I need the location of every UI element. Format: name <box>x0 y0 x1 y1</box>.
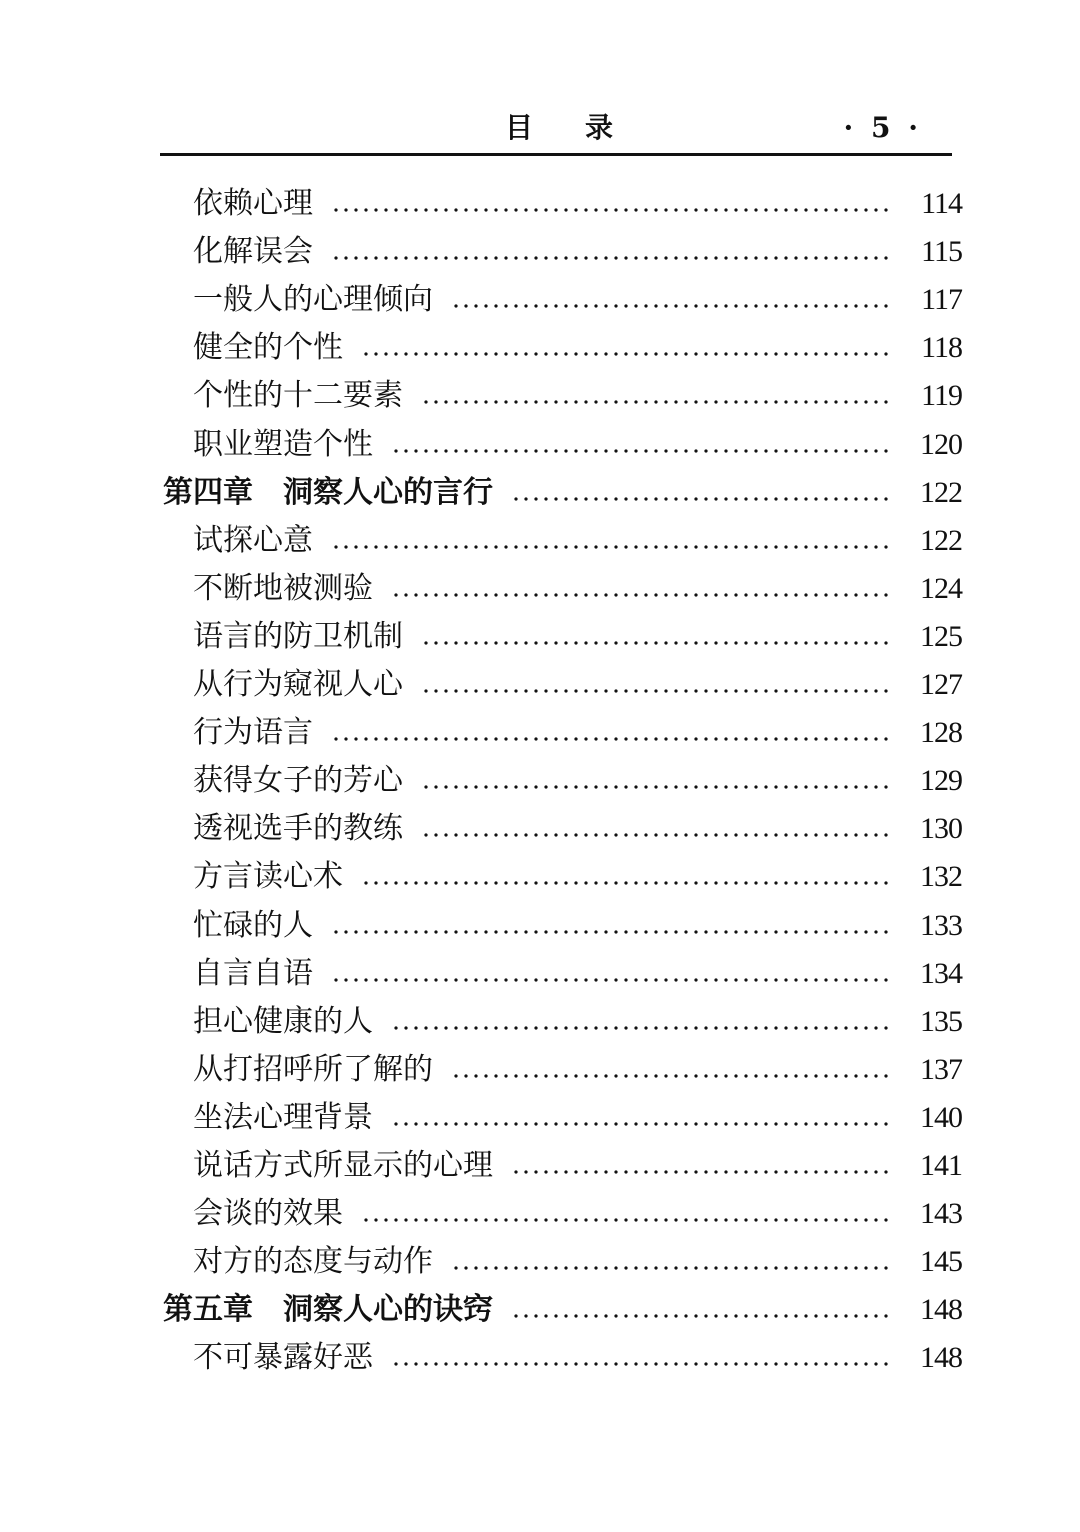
running-header <box>160 108 952 148</box>
toc-chapter-label: 第四章 洞察人心的言行 <box>163 474 493 510</box>
toc-entry-label: 不断地被测验 <box>193 570 373 606</box>
toc-entry-page: 119 <box>921 379 962 413</box>
toc-entry[interactable] <box>193 853 962 901</box>
toc-entry-page: 148 <box>920 1293 962 1327</box>
toc-leader-dots <box>331 950 890 998</box>
toc-entry-label: 个性的十二要素 <box>193 378 403 414</box>
toc-entry-page: 122 <box>920 523 962 557</box>
toc-entry[interactable] <box>193 180 962 228</box>
toc-leader-dots <box>511 469 890 517</box>
toc-entry-page: 140 <box>920 1100 962 1134</box>
toc-entry-label: 获得女子的芳心 <box>193 763 403 799</box>
toc-entry-label: 自言自语 <box>193 955 313 991</box>
toc-entry-page: 124 <box>920 571 962 605</box>
toc-entry[interactable] <box>193 902 962 950</box>
toc-entry[interactable] <box>193 805 962 853</box>
toc-entry[interactable] <box>193 1334 962 1382</box>
toc-entry-page: 137 <box>920 1052 962 1086</box>
toc-leader-dots <box>331 180 890 228</box>
toc-entry[interactable] <box>193 1142 962 1190</box>
toc-entry-label: 行为语言 <box>193 715 313 751</box>
toc-entry-label: 一般人的心理倾向 <box>193 282 433 318</box>
toc-entry-page: 118 <box>921 331 962 365</box>
toc-entry-page: 117 <box>921 283 962 317</box>
toc-leader-dots <box>391 565 890 613</box>
toc-entry-page: 135 <box>920 1004 962 1038</box>
toc-entry[interactable] <box>193 1190 962 1238</box>
toc-leader-dots <box>421 613 890 661</box>
toc-entry-page: 141 <box>920 1149 962 1182</box>
toc-leader-dots <box>361 1190 890 1238</box>
toc-leader-dots <box>421 757 890 805</box>
toc-entry-page: 148 <box>920 1341 962 1375</box>
toc-entry-label: 坐法心理背景 <box>193 1099 373 1135</box>
toc-entry-label: 说话方式所显示的心理 <box>193 1148 493 1183</box>
toc-entry-label: 试探心意 <box>193 522 313 558</box>
toc-leader-dots <box>421 372 890 420</box>
toc-leader-dots <box>451 1238 890 1286</box>
toc-entry-label: 从打招呼所了解的 <box>193 1051 433 1087</box>
toc-leader-dots <box>511 1142 890 1190</box>
toc-entry[interactable] <box>193 709 962 757</box>
toc-entry-label: 会谈的效果 <box>193 1196 343 1232</box>
toc-entry-label: 透视选手的教练 <box>193 811 403 847</box>
toc-leader-dots <box>331 709 890 757</box>
toc-leader-dots <box>391 421 890 469</box>
toc-entry-label: 不可暴露好恶 <box>193 1340 373 1376</box>
toc-leader-dots <box>391 1094 890 1142</box>
toc-leader-dots <box>361 324 890 372</box>
toc-entry[interactable] <box>193 757 962 805</box>
toc-leader-dots <box>331 517 890 565</box>
toc-entry-label: 对方的态度与动作 <box>193 1244 433 1280</box>
toc-entry-page: 132 <box>920 860 962 894</box>
toc-entry-page: 133 <box>920 908 962 942</box>
toc-entry[interactable] <box>193 661 962 709</box>
toc-entry-page: 114 <box>921 187 962 220</box>
toc-leader-dots <box>391 1334 890 1382</box>
toc-entry[interactable] <box>193 324 962 372</box>
toc-entry-label: 健全的个性 <box>193 330 343 366</box>
toc-leader-dots <box>421 805 890 853</box>
toc-leader-dots <box>331 228 890 276</box>
toc-entry-page: 130 <box>920 812 962 846</box>
header-page-number: · 5 · <box>843 111 922 144</box>
toc-leader-dots <box>511 1286 890 1334</box>
toc-leader-dots <box>361 853 890 901</box>
toc-entry[interactable] <box>193 372 962 420</box>
toc-entry-label: 依赖心理 <box>193 186 313 221</box>
toc-entry-page: 122 <box>920 475 962 509</box>
toc-entry-label: 方言读心术 <box>193 859 343 895</box>
toc-leader-dots <box>451 276 890 324</box>
toc-entry-page: 127 <box>920 668 962 701</box>
toc-entry[interactable] <box>193 421 962 469</box>
toc-entry[interactable] <box>193 517 962 565</box>
toc-leader-dots <box>421 661 890 709</box>
toc-chapter-label: 第五章 洞察人心的诀窍 <box>163 1292 493 1328</box>
toc-leader-dots <box>451 1046 890 1094</box>
toc-entry[interactable] <box>193 276 962 324</box>
toc-entry[interactable] <box>193 1046 962 1094</box>
toc-chapter-entry[interactable] <box>163 469 962 517</box>
toc-entry-page: 125 <box>920 619 962 653</box>
toc-entry-page: 145 <box>920 1245 962 1279</box>
toc-entry[interactable] <box>193 950 962 998</box>
toc-entry-page: 134 <box>920 956 962 990</box>
toc-entry-label: 职业塑造个性 <box>193 426 373 462</box>
header-rule <box>160 153 952 156</box>
toc-entry[interactable] <box>193 613 962 661</box>
toc-entry-page: 120 <box>920 427 962 461</box>
toc-entry[interactable] <box>193 565 962 613</box>
toc-entry[interactable] <box>193 1238 962 1286</box>
toc-entry-page: 129 <box>920 764 962 798</box>
toc-leader-dots <box>331 902 890 950</box>
toc-entry-page: 143 <box>920 1197 962 1231</box>
toc-entry-label: 化解误会 <box>193 234 313 270</box>
toc-entry[interactable] <box>193 998 962 1046</box>
toc-entry-page: 128 <box>920 716 962 750</box>
toc-entry-label: 语言的防卫机制 <box>193 618 403 654</box>
toc-entry[interactable] <box>193 1094 962 1142</box>
toc-chapter-entry[interactable] <box>163 1286 962 1334</box>
toc-entry-label: 忙碌的人 <box>193 907 313 943</box>
toc-leader-dots <box>391 998 890 1046</box>
header-title: 目录 <box>505 111 666 144</box>
toc-entry-label: 从行为窥视人心 <box>193 667 403 702</box>
toc-entry-label: 担心健康的人 <box>193 1003 373 1039</box>
toc-entry[interactable] <box>193 228 962 276</box>
toc-entry-page: 115 <box>921 235 962 269</box>
